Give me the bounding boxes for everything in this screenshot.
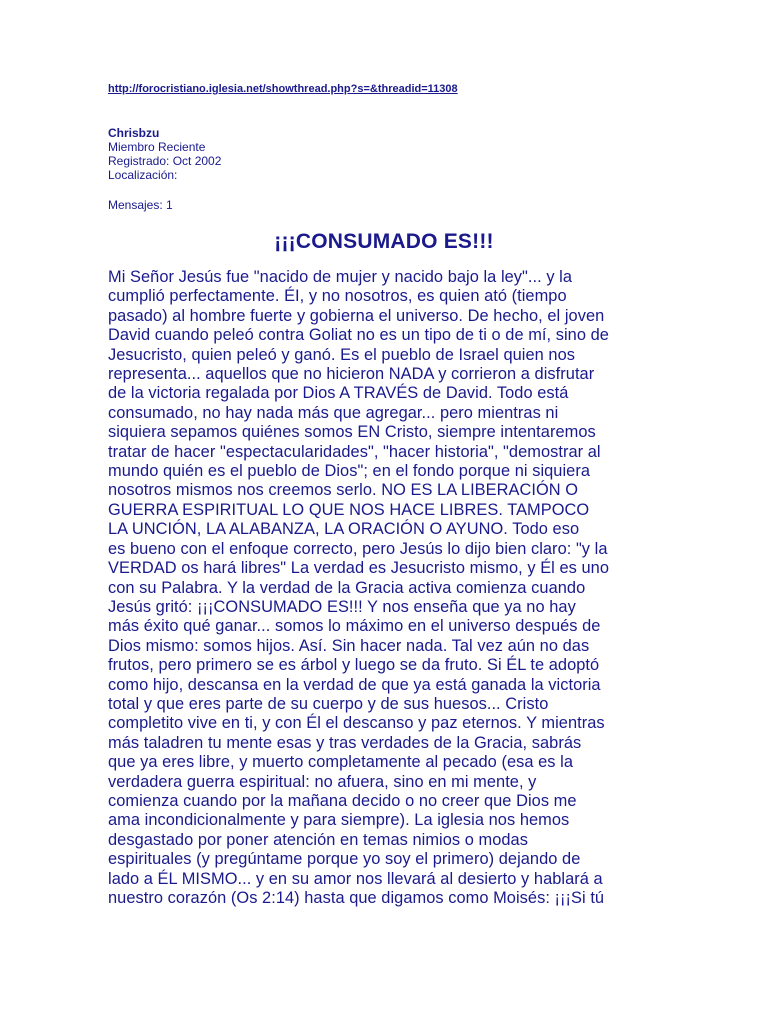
post-body-line: LA UNCIÓN, LA ALABANZA, LA ORACIÓN O AYUNO. Todo eso [108, 520, 580, 539]
author-post-count: Mensajes: 1 [108, 198, 173, 212]
post-body-line: cumplió perfectamente. ÉI, y no nosotros, es quien ató (tiempo [108, 287, 567, 306]
post-body-line: desgastado por poner atención en temas nimios o modas [108, 830, 528, 849]
post-body-line: más taladren tu mente esas y tras verdades de la Gracia, sabrás [108, 733, 582, 752]
post-body-line: verdadera guerra espiritual: no afuera, sino en mi mente, y [108, 772, 537, 791]
post-body [108, 268, 660, 908]
post-body-line: es bueno con el enfoque correcto, pero Jesús lo dijo bien claro: "y la [108, 539, 608, 558]
post-body-line: nuestro corazón (Os 2:14) hasta que digamos como Moisés: ¡¡¡Si tú [108, 889, 605, 907]
author-info [108, 126, 660, 212]
post-body-line: frutos, pero primero se es árbol y luego se da fruto. Si ÉL te adoptó [108, 656, 600, 675]
post-body-line: pasado) al hombre fuerte y gobierna el universo. De hecho, el joven [108, 306, 605, 325]
post-body-line: ama incondicionalmente y para siempre). La iglesia nos hemos [108, 811, 570, 830]
post-body-line: Mi Señor Jesús fue "nacido de mujer y nacido bajo la ley"... y la [108, 268, 573, 286]
author-name: Chrisbzu [108, 126, 160, 140]
post-body-line: tratar de hacer "espectacularidades", "hacer historia", "demostrar al [108, 442, 601, 461]
post-body-line: representa... aquellos que no hicieron NADA y corrieron a disfrutar [108, 365, 595, 384]
post-body-line: VERDAD os hará libres" La verdad es Jesucristo mismo, y Él es uno [108, 559, 609, 578]
post-body-line: GUERRA ESPIRITUAL LO QUE NOS HACE LIBRES. TAMPOCO [108, 500, 590, 519]
author-location: Localización: [108, 168, 178, 182]
post-body-line: consumado, no hay nada más que agregar... pero mientras ni [108, 403, 559, 422]
post-body-line: David cuando peleó contra Goliat no es un tipo de ti o de mí, sino de [108, 326, 609, 345]
post-body-line: Dios mismo: somos hijos. Así. Sin hacer nada. Tal vez aún no das [108, 636, 590, 655]
document-page [108, 82, 660, 908]
post-body-line: siquiera sepamos quiénes somos EN Cristo, siempre intentaremos [108, 423, 596, 442]
post-body-line: nosotros mismos nos creemos serlo. NO ES LA LIBERACIÓN O [108, 481, 579, 500]
post-body-line: lado a ÉL MISMO... y en su amor nos llevará al desierto y hablará a [108, 869, 603, 888]
post-body-line: más éxito qué ganar... somos lo máximo en el universo después de [108, 617, 601, 636]
post-body-line: con su Palabra. Y la verdad de la Gracia activa comienza cuando [108, 578, 586, 597]
post-body-line: total y que eres parte de su cuerpo y de sus huesos... Cristo [108, 694, 549, 713]
post-body-line: completito vive en ti, y con Él el descanso y paz eternos. Y mientras [108, 714, 605, 733]
post-body-line: espirituales (y pregúntame porque yo soy el primero) dejando de [108, 850, 581, 869]
post-body-line: como hijo, descansa en la verdad de que ya está ganada la victoria [108, 675, 601, 694]
post-body-line: mundo quién es el pueblo de Dios"; en el fondo porque ni siquiera [108, 462, 590, 481]
author-rank: Miembro Reciente [108, 140, 206, 154]
post-body-line: Jesús gritó: ¡¡¡CONSUMADO ES!!! Y nos enseña que ya no hay [108, 597, 576, 616]
post-body-line: de la victoria regalada por Dios A TRAVÉS de David. Todo está [108, 384, 569, 403]
post-body-line: Jesucristo, quien peleó y ganó. Es el pueblo de Israel quien nos [108, 345, 575, 364]
author-registered: Registrado: Oct 2002 [108, 154, 222, 168]
post-body-line: que ya eres libre, y muerto completamente al pecado (esa es la [108, 753, 574, 772]
source-thread-link[interactable]: http://forocristiano.iglesia.net/showthread.php?s=&threadid=11308 [108, 83, 458, 95]
post-title: ¡¡¡CONSUMADO ES!!! [274, 230, 494, 253]
post-body-line: comienza cuando por la mañana decido o no creer que Dios me [108, 791, 577, 810]
